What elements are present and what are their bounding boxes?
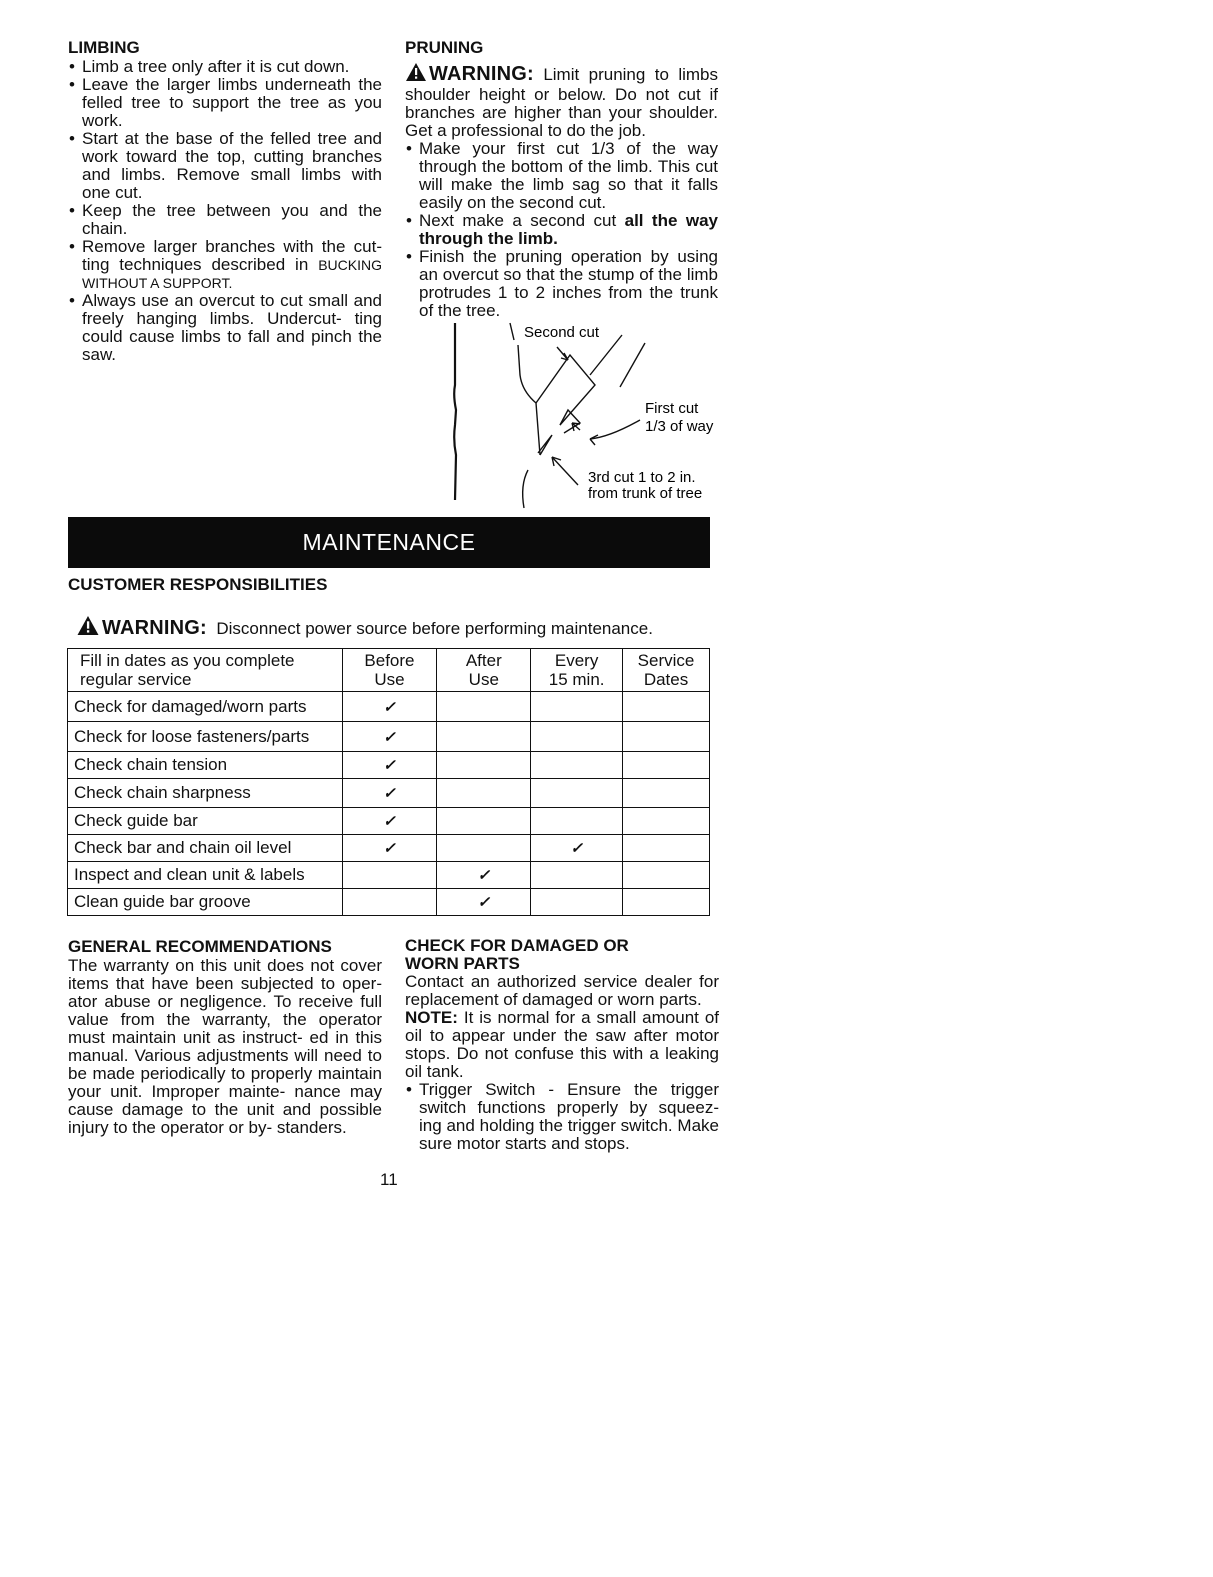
- first-cut-label: First cut: [645, 400, 699, 417]
- bucking-reference: BUCKING WITHOUT A SUPPORT.: [82, 257, 382, 291]
- warning-text: Limit pruning to limbs shoulder height or below. Do not cut if branches are higher than your shoulder. Get a professional to do the job.: [405, 65, 718, 140]
- after-use-cell: [437, 752, 531, 779]
- header-every-15-min: Every 15 min.: [531, 649, 623, 692]
- task-cell: Check for damaged/worn parts: [68, 692, 343, 722]
- list-item: • Finish the pruning operation by using an overcut so that the stump of the limb protrudes 1 to 2 inches from the trunk of the tree.: [405, 248, 718, 320]
- list-item: • Start at the base of the felled tree and work toward the top, cutting branches and limbs. Remove small limbs with one cut.: [68, 130, 382, 202]
- service-dates-cell: [623, 692, 710, 722]
- task-cell: Check guide bar: [68, 808, 343, 835]
- check-mark-icon: ✓: [383, 728, 396, 746]
- service-dates-cell: [623, 752, 710, 779]
- table-row: [68, 862, 710, 889]
- before-use-cell: [342, 862, 437, 889]
- customer-heading: CUSTOMER RESPONSIBILITIES: [68, 575, 328, 594]
- pruning-diagram: [440, 315, 730, 520]
- every-15-min-cell: [531, 808, 623, 835]
- general-recommendations: [68, 937, 382, 1137]
- note-label: NOTE:: [405, 1008, 458, 1027]
- after-use-cell: [437, 862, 531, 889]
- maintenance-banner: [68, 517, 710, 568]
- after-use-cell: [437, 835, 531, 862]
- warning-triangle-icon: [405, 62, 427, 86]
- warning-label: WARNING:: [102, 617, 207, 639]
- list-item: • Leave the larger limbs underneath the felled tree to support the tree as you work.: [68, 76, 382, 130]
- check-mark-icon: ✓: [383, 813, 396, 830]
- table-row: [68, 808, 710, 835]
- task-cell: Inspect and clean unit & labels: [68, 862, 343, 889]
- warning-label: WARNING:: [429, 63, 534, 85]
- every-15-min-cell: [531, 779, 623, 808]
- customer-responsibilities: [68, 575, 708, 640]
- list-item: [68, 238, 382, 292]
- service-dates-cell: [623, 779, 710, 808]
- general-text: The warranty on this unit does not cover items that have been subjected to oper- ator abuse or negligence. To receive full value from the warranty, the operator must maintain unit as instruct- ed in this manual. Various adjustments will need to be made periodically to properly maintain your unit. Improper mainte- nance may cause damage to the unit and possible injury to the operator or by- standers.: [68, 956, 382, 1137]
- every-15-min-cell: [531, 889, 623, 916]
- general-heading: GENERAL RECOMMENDATIONS: [68, 937, 332, 956]
- pruning-warning: [405, 62, 718, 140]
- check-mark-icon: ✓: [383, 840, 396, 857]
- header-task: Fill in dates as you complete regular service: [68, 649, 343, 692]
- after-use-cell: [437, 779, 531, 808]
- every-15-min-cell: [531, 722, 623, 752]
- before-use-cell: [342, 808, 437, 835]
- every-15-min-cell: [531, 692, 623, 722]
- damaged-note: [405, 1009, 719, 1081]
- every-15-min-cell: [531, 835, 623, 862]
- limbing-heading: LIMBING: [68, 38, 140, 57]
- list-item: • Always use an overcut to cut small and freely hanging limbs. Undercut- ting could cause limbs to fall and pinch the saw.: [68, 292, 382, 364]
- service-dates-cell: [623, 722, 710, 752]
- check-mark-icon: ✓: [477, 867, 491, 884]
- table-header-row: [68, 649, 710, 692]
- table-row: [68, 779, 710, 808]
- before-use-cell: [342, 779, 437, 808]
- every-15-min-cell: [531, 752, 623, 779]
- header-after-use: After Use: [437, 649, 531, 692]
- task-cell: Check bar and chain oil level: [68, 835, 343, 862]
- table-row: [68, 722, 710, 752]
- table-row: [68, 752, 710, 779]
- list-item: • Keep the tree between you and the chain.: [68, 202, 382, 238]
- damaged-heading: CHECK FOR DAMAGED OR WORN PARTS: [405, 936, 629, 973]
- list-item: • Make your first cut 1/3 of the way through the bottom of the limb. This cut will make the limb sag so that it falls easily on the second cut.: [405, 140, 718, 212]
- list-item: • Trigger Switch - Ensure the trigger switch functions properly by squeez- ing and holding the trigger switch. Make sure motor starts and stops.: [405, 1081, 719, 1153]
- pruning-diagram-drawing: [440, 315, 730, 515]
- damaged-list: [405, 1081, 719, 1153]
- service-dates-cell: [623, 862, 710, 889]
- before-use-cell: [342, 752, 437, 779]
- list-item-text: Remove larger branches with the cut- ting techniques described in: [82, 237, 382, 274]
- service-dates-cell: [623, 835, 710, 862]
- banner-title: MAINTENANCE: [302, 529, 476, 555]
- check-mark-icon: ✓: [383, 785, 396, 802]
- table-row: [68, 889, 710, 916]
- limbing-section: [68, 38, 382, 364]
- before-use-cell: [342, 722, 437, 752]
- customer-warning: [76, 615, 708, 640]
- third-cut-label: 3rd cut 1 to 2 in.: [588, 469, 696, 486]
- list-item-bold: all the way through the limb.: [419, 211, 718, 248]
- task-cell: Clean guide bar groove: [68, 889, 343, 916]
- damaged-text: Contact an authorized service dealer for replacement of damaged or worn parts.: [405, 972, 719, 1009]
- table-row: [68, 835, 710, 862]
- every-15-min-cell: [531, 862, 623, 889]
- first-cut-sublabel: 1/3 of way: [645, 418, 714, 435]
- damaged-parts-section: [405, 937, 719, 1153]
- after-use-cell: [437, 808, 531, 835]
- before-use-cell: [342, 889, 437, 916]
- note-text: It is normal for a small amount of oil to appear under the saw after motor stops. Do not confuse this with a leaking oil tank.: [405, 1008, 719, 1081]
- task-cell: Check for loose fasteners/parts: [68, 722, 343, 752]
- task-cell: Check chain tension: [68, 752, 343, 779]
- after-use-cell: [437, 692, 531, 722]
- list-item: • Limb a tree only after it is cut down.: [68, 58, 382, 76]
- third-cut-sublabel: from trunk of tree: [588, 485, 703, 502]
- check-mark-icon: ✓: [477, 894, 491, 911]
- header-service-dates: Service Dates: [623, 649, 710, 692]
- pruning-heading: PRUNING: [405, 38, 484, 57]
- pruning-section: [405, 38, 718, 320]
- pruning-list: [405, 140, 718, 320]
- check-mark-icon: ✓: [383, 757, 396, 774]
- header-before-use: Before Use: [342, 649, 437, 692]
- before-use-cell: [342, 692, 437, 722]
- service-dates-cell: [623, 889, 710, 916]
- limbing-list: [68, 58, 382, 364]
- task-cell: Check chain sharpness: [68, 779, 343, 808]
- table-row: [68, 692, 710, 722]
- check-mark-icon: ✓: [383, 698, 396, 716]
- list-item: [405, 212, 718, 248]
- service-schedule-table: [67, 648, 710, 916]
- page-number: 11: [380, 1170, 398, 1189]
- service-dates-cell: [623, 808, 710, 835]
- after-use-cell: [437, 722, 531, 752]
- second-cut-label: Second cut: [524, 324, 600, 341]
- after-use-cell: [437, 889, 531, 916]
- warning-text: Disconnect power source before performing maintenance.: [216, 619, 653, 638]
- check-mark-icon: ✓: [570, 840, 583, 857]
- before-use-cell: [342, 835, 437, 862]
- list-item-text: Next make a second cut: [419, 211, 617, 230]
- warning-triangle-icon: [76, 615, 100, 640]
